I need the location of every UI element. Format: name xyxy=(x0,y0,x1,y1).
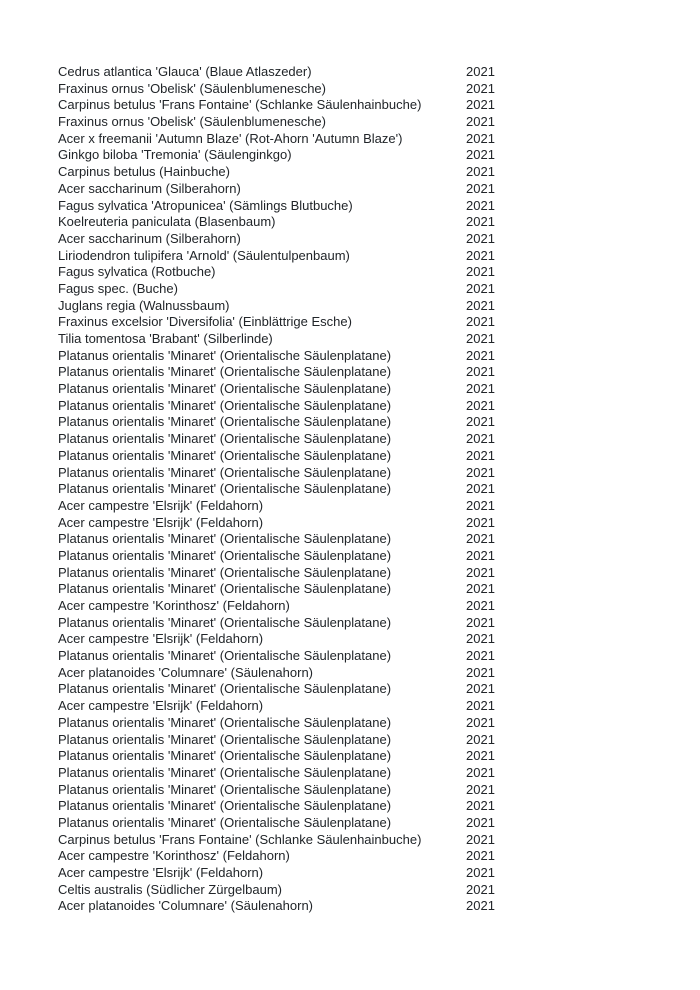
species-name: Acer campestre 'Elsrijk' (Feldahorn) xyxy=(58,698,264,714)
table-row xyxy=(58,264,498,281)
planting-year: 2021 xyxy=(466,698,495,714)
planting-year: 2021 xyxy=(466,714,495,730)
table-row xyxy=(58,898,498,915)
planting-year: 2021 xyxy=(466,848,495,864)
planting-year: 2021 xyxy=(466,764,495,780)
table-row xyxy=(58,214,498,231)
planting-year: 2021 xyxy=(466,414,495,430)
species-name: Acer saccharinum (Silberahorn) xyxy=(58,230,241,246)
species-name: Platanus orientalis 'Minaret' (Orientalische Säulenplatane) xyxy=(58,814,392,830)
species-name: Acer campestre 'Elsrijk' (Feldahorn) xyxy=(58,631,264,647)
planting-year: 2021 xyxy=(466,481,495,497)
table-row xyxy=(58,815,498,832)
table-row xyxy=(58,548,498,565)
species-name: Fagus sylvatica (Rotbuche) xyxy=(58,264,216,280)
species-name: Platanus orientalis 'Minaret' (Orientalische Säulenplatane) xyxy=(58,748,392,764)
planting-year: 2021 xyxy=(466,314,495,330)
planting-year: 2021 xyxy=(466,564,495,580)
species-name: Platanus orientalis 'Minaret' (Orientalische Säulenplatane) xyxy=(58,714,392,730)
planting-year: 2021 xyxy=(466,731,495,747)
species-name: Platanus orientalis 'Minaret' (Orientalische Säulenplatane) xyxy=(58,481,392,497)
species-name: Platanus orientalis 'Minaret' (Orientalische Säulenplatane) xyxy=(58,564,392,580)
planting-year: 2021 xyxy=(466,831,495,847)
planting-year: 2021 xyxy=(466,648,495,664)
table-row xyxy=(58,832,498,849)
planting-year: 2021 xyxy=(466,280,495,296)
table-row xyxy=(58,531,498,548)
planting-year: 2021 xyxy=(466,881,495,897)
table-row xyxy=(58,848,498,865)
species-name: Ginkgo biloba 'Tremonia' (Säulenginkgo) xyxy=(58,147,292,163)
table-row xyxy=(58,782,498,799)
species-name: Platanus orientalis 'Minaret' (Orientalische Säulenplatane) xyxy=(58,764,392,780)
table-row xyxy=(58,631,498,648)
table-row xyxy=(58,565,498,582)
table-row xyxy=(58,248,498,265)
table-row xyxy=(58,181,498,198)
table-row xyxy=(58,114,498,131)
table-row xyxy=(58,798,498,815)
species-name: Acer platanoides 'Columnare' (Säulenahorn) xyxy=(58,664,313,680)
table-row xyxy=(58,615,498,632)
species-name: Platanus orientalis 'Minaret' (Orientalische Säulenplatane) xyxy=(58,431,392,447)
table-row xyxy=(58,381,498,398)
table-row xyxy=(58,481,498,498)
table-row xyxy=(58,681,498,698)
table-row xyxy=(58,648,498,665)
species-name: Celtis australis (Südlicher Zürgelbaum) xyxy=(58,881,282,897)
planting-year: 2021 xyxy=(466,898,495,914)
planting-year: 2021 xyxy=(466,297,495,313)
planting-year: 2021 xyxy=(466,814,495,830)
species-name: Liriodendron tulipifera 'Arnold' (Säulentulpenbaum) xyxy=(58,247,350,263)
table-row xyxy=(58,732,498,749)
table-row xyxy=(58,515,498,532)
table-row xyxy=(58,398,498,415)
planting-year: 2021 xyxy=(466,464,495,480)
planting-year: 2021 xyxy=(466,80,495,96)
species-name: Platanus orientalis 'Minaret' (Orientalische Säulenplatane) xyxy=(58,581,392,597)
species-name: Platanus orientalis 'Minaret' (Orientalische Säulenplatane) xyxy=(58,781,392,797)
species-name: Platanus orientalis 'Minaret' (Orientalische Säulenplatane) xyxy=(58,447,392,463)
table-row xyxy=(58,298,498,315)
planting-year: 2021 xyxy=(466,431,495,447)
species-name: Platanus orientalis 'Minaret' (Orientalische Säulenplatane) xyxy=(58,681,392,697)
table-row xyxy=(58,348,498,365)
planting-year: 2021 xyxy=(466,397,495,413)
table-row xyxy=(58,765,498,782)
planting-year: 2021 xyxy=(466,214,495,230)
planting-year: 2021 xyxy=(466,180,495,196)
species-name: Platanus orientalis 'Minaret' (Orientalische Säulenplatane) xyxy=(58,798,392,814)
table-row xyxy=(58,748,498,765)
table-row xyxy=(58,598,498,615)
species-name: Platanus orientalis 'Minaret' (Orientalische Säulenplatane) xyxy=(58,397,392,413)
planting-year: 2021 xyxy=(466,531,495,547)
planting-year: 2021 xyxy=(466,514,495,530)
species-name: Acer platanoides 'Columnare' (Säulenahorn) xyxy=(58,898,313,914)
table-row xyxy=(58,581,498,598)
species-name: Acer campestre 'Korinthosz' (Feldahorn) xyxy=(58,848,290,864)
table-row xyxy=(58,198,498,215)
table-row xyxy=(58,314,498,331)
species-name: Acer x freemanii 'Autumn Blaze' (Rot-Ahorn 'Autumn Blaze') xyxy=(58,130,403,146)
planting-year: 2021 xyxy=(466,97,495,113)
planting-year: 2021 xyxy=(466,664,495,680)
planting-year: 2021 xyxy=(466,347,495,363)
table-row xyxy=(58,465,498,482)
species-name: Platanus orientalis 'Minaret' (Orientalische Säulenplatane) xyxy=(58,648,392,664)
species-name: Platanus orientalis 'Minaret' (Orientalische Säulenplatane) xyxy=(58,414,392,430)
species-name: Platanus orientalis 'Minaret' (Orientalische Säulenplatane) xyxy=(58,464,392,480)
planting-year: 2021 xyxy=(466,147,495,163)
species-name: Carpinus betulus (Hainbuche) xyxy=(58,164,230,180)
planting-year: 2021 xyxy=(466,798,495,814)
planting-year: 2021 xyxy=(466,781,495,797)
table-row xyxy=(58,81,498,98)
planting-year: 2021 xyxy=(466,364,495,380)
table-row xyxy=(58,164,498,181)
table-row xyxy=(58,882,498,899)
table-row xyxy=(58,231,498,248)
species-name: Platanus orientalis 'Minaret' (Orientalische Säulenplatane) xyxy=(58,364,392,380)
species-name: Cedrus atlantica 'Glauca' (Blaue Atlaszeder) xyxy=(58,64,312,79)
species-name: Tilia tomentosa 'Brabant' (Silberlinde) xyxy=(58,331,273,346)
species-name: Platanus orientalis 'Minaret' (Orientalische Säulenplatane) xyxy=(58,614,392,630)
table-row xyxy=(58,281,498,298)
species-name: Platanus orientalis 'Minaret' (Orientalische Säulenplatane) xyxy=(58,531,392,547)
table-row xyxy=(58,131,498,148)
species-name: Carpinus betulus 'Frans Fontaine' (Schlanke Säulenhainbuche) xyxy=(58,831,422,847)
planting-year: 2021 xyxy=(466,497,495,513)
table-row xyxy=(58,64,498,81)
planting-year: 2021 xyxy=(466,230,495,246)
species-name: Platanus orientalis 'Minaret' (Orientalische Säulenplatane) xyxy=(58,731,392,747)
table-row xyxy=(58,331,498,348)
table-row xyxy=(58,715,498,732)
planting-year: 2021 xyxy=(466,247,495,263)
planting-year: 2021 xyxy=(466,614,495,630)
planting-year: 2021 xyxy=(466,381,495,397)
planting-year: 2021 xyxy=(466,547,495,563)
table-row xyxy=(58,364,498,381)
planting-year: 2021 xyxy=(466,447,495,463)
planting-year: 2021 xyxy=(466,197,495,213)
planting-year: 2021 xyxy=(466,331,495,346)
tree-table xyxy=(58,64,498,915)
species-name: Fagus sylvatica 'Atropunicea' (Sämlings Blutbuche) xyxy=(58,197,353,213)
planting-year: 2021 xyxy=(466,681,495,697)
species-name: Acer campestre 'Korinthosz' (Feldahorn) xyxy=(58,598,290,613)
species-name: Fraxinus ornus 'Obelisk' (Säulenblumenesche) xyxy=(58,80,326,96)
table-row xyxy=(58,448,498,465)
table-row xyxy=(58,698,498,715)
table-row xyxy=(58,147,498,164)
species-name: Koelreuteria paniculata (Blasenbaum) xyxy=(58,214,276,230)
table-row xyxy=(58,414,498,431)
species-name: Juglans regia (Walnussbaum) xyxy=(58,297,230,313)
species-name: Acer campestre 'Elsrijk' (Feldahorn) xyxy=(58,497,264,513)
species-name: Fagus spec. (Buche) xyxy=(58,280,178,296)
table-row xyxy=(58,665,498,682)
species-name: Carpinus betulus 'Frans Fontaine' (Schlanke Säulenhainbuche) xyxy=(58,97,422,113)
table-row xyxy=(58,431,498,448)
planting-year: 2021 xyxy=(466,581,495,597)
planting-year: 2021 xyxy=(466,748,495,764)
planting-year: 2021 xyxy=(466,631,495,647)
species-name: Platanus orientalis 'Minaret' (Orientalische Säulenplatane) xyxy=(58,347,392,363)
table-row xyxy=(58,97,498,114)
species-name: Acer campestre 'Elsrijk' (Feldahorn) xyxy=(58,865,264,880)
species-name: Platanus orientalis 'Minaret' (Orientalische Säulenplatane) xyxy=(58,547,392,563)
species-name: Fraxinus excelsior 'Diversifolia' (Einblättrige Esche) xyxy=(58,314,352,330)
species-name: Acer campestre 'Elsrijk' (Feldahorn) xyxy=(58,514,264,530)
table-row xyxy=(58,498,498,515)
table-row xyxy=(58,865,498,882)
planting-year: 2021 xyxy=(466,114,495,130)
species-name: Fraxinus ornus 'Obelisk' (Säulenblumenesche) xyxy=(58,114,326,130)
planting-year: 2021 xyxy=(466,264,495,280)
species-name: Acer saccharinum (Silberahorn) xyxy=(58,180,241,196)
species-name: Platanus orientalis 'Minaret' (Orientalische Säulenplatane) xyxy=(58,381,392,397)
planting-year: 2021 xyxy=(466,64,495,79)
planting-year: 2021 xyxy=(466,164,495,180)
planting-year: 2021 xyxy=(466,598,495,613)
planting-year: 2021 xyxy=(466,865,495,880)
planting-year: 2021 xyxy=(466,130,495,146)
